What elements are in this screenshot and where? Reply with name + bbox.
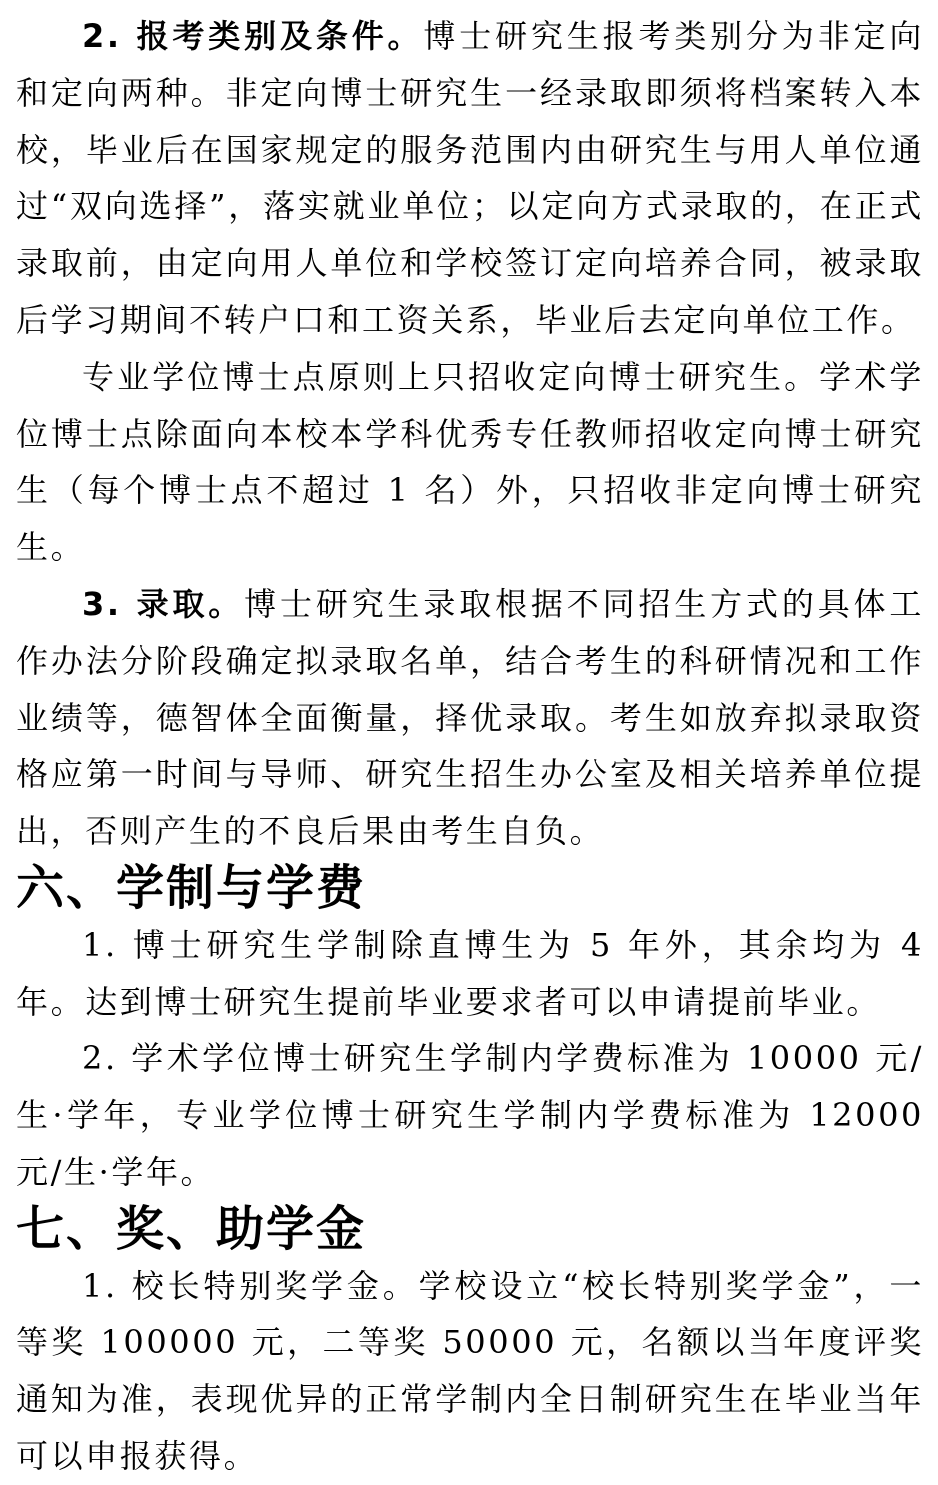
paragraph-lead-application-categories: 2. 报考类别及条件。 <box>82 17 424 55</box>
paragraph-body-program-duration: 1. 博士研究生学制除直博生为 5 年外，其余均为 4 年。达到博士研究生提前毕业要求者可以申请提前毕业。 <box>16 925 924 1021</box>
paragraph-admission <box>16 576 924 860</box>
paragraph-body-tuition: 2. 学术学位博士研究生学制内学费标准为 10000 元/生·学年，专业学位博士研究生学制内学费标准为 12000 元/生·学年。 <box>16 1039 924 1191</box>
paragraph-body-admission: 博士研究生录取根据不同招生方式的具体工作办法分阶段确定拟录取名单，结合考生的科研情况和工作业绩等，德智体全面衡量，择优录取。考生如放弃拟录取资格应第一时间与导师、研究生招生办公室及相关培养单位提出，否则产生的不良后果由考生自负。 <box>16 584 924 851</box>
paragraph-body-directed-enrollment: 专业学位博士点原则上只招收定向博士研究生。学术学位博士点除面向本校本学科优秀专任教师招收定向博士研究生（每个博士点不超过 1 名）外，只招收非定向博士研究生。 <box>16 357 924 567</box>
paragraph-body-application-categories: 博士研究生报考类别分为非定向和定向两种。非定向博士研究生一经录取即须将档案转入本校，毕业后在国家规定的服务范围内由研究生与用人单位通过“双向选择”，落实就业单位；以定向方式录取的，在正式录取前，由定向用人单位和学校签订定向培养合同，被录取后学习期间不转户口和工资关系，毕业后去定向单位工作。 <box>16 17 924 339</box>
section-heading-scholarships: 七、奖、助学金 <box>16 1200 367 1257</box>
paragraph-tuition <box>16 1030 924 1200</box>
paragraph-application-categories <box>16 8 924 349</box>
paragraph-lead-admission: 3. 录取。 <box>82 584 245 623</box>
paragraph-program-duration <box>16 917 924 1031</box>
paragraph-body-presidential-scholarship: 1. 校长特别奖学金。学校设立“校长特别奖学金”，一等奖 100000 元，二等奖 50000 元，名额以当年度评奖通知为准，表现优异的正常学制内全日制研究生在毕业当年可以申报获得。 <box>16 1266 924 1475</box>
paragraph-presidential-scholarship <box>16 1258 924 1485</box>
paragraph-directed-enrollment <box>16 349 924 576</box>
section-heading-duration-tuition: 六、学制与学费 <box>16 859 367 916</box>
